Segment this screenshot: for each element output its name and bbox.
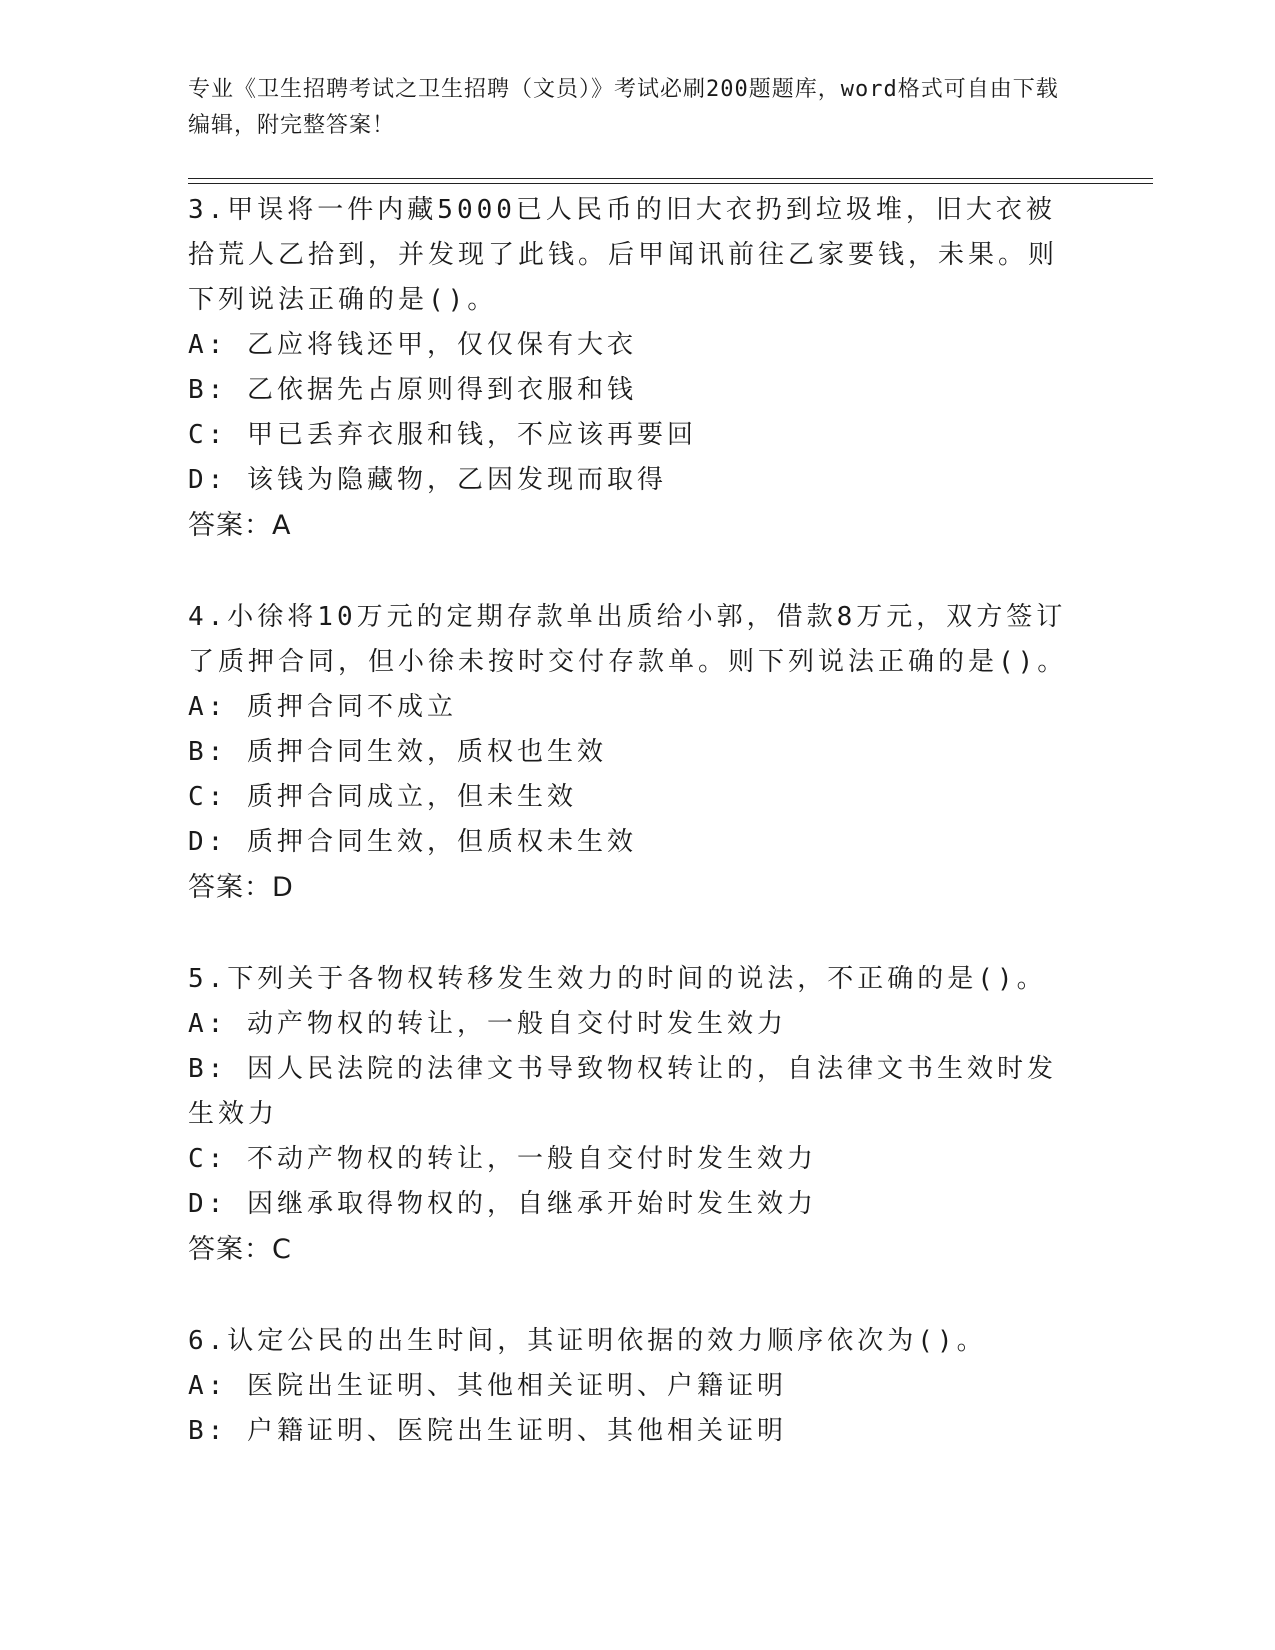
option-c: C: 不动产物权的转让，一般自交付时发生效力 — [188, 1144, 817, 1174]
option-a: A: 动产物权的转让，一般自交付时发生效力 — [188, 1009, 787, 1039]
question-list — [188, 188, 1073, 1500]
answer-label: 答案：A — [188, 510, 292, 541]
option-c: C: 甲已丢弃衣服和钱，不应该再要回 — [188, 420, 697, 450]
question-stem: 3.甲误将一件内藏5000已人民币的旧大衣扔到垃圾堆，旧大衣被拾荒人乙拾到，并发现了此钱。后甲闻讯前往乙家要钱，未果。则下列说法正确的是()。 — [188, 195, 1059, 315]
option-d: D: 该钱为隐藏物，乙因发现而取得 — [188, 465, 667, 495]
header-divider-top — [188, 178, 1153, 179]
option-d: D: 因继承取得物权的，自继承开始时发生效力 — [188, 1189, 817, 1219]
option-b: B: 质押合同生效，质权也生效 — [188, 737, 607, 767]
option-b: B: 乙依据先占原则得到衣服和钱 — [188, 375, 637, 405]
question-stem: 6.认定公民的出生时间，其证明依据的效力顺序依次为()。 — [188, 1326, 987, 1356]
question-3 — [188, 188, 1073, 549]
option-d: D: 质押合同生效，但质权未生效 — [188, 827, 637, 857]
question-5 — [188, 957, 1073, 1273]
header-divider-bottom — [188, 183, 1153, 184]
option-a: A: 医院出生证明、其他相关证明、户籍证明 — [188, 1371, 787, 1401]
question-stem: 5.下列关于各物权转移发生效力的时间的说法，不正确的是()。 — [188, 964, 1047, 994]
question-4 — [188, 595, 1073, 911]
option-a: A: 乙应将钱还甲，仅仅保有大衣 — [188, 330, 637, 360]
document-header: 专业《卫生招聘考试之卫生招聘（文员）》考试必刷200题题库，word格式可自由下载编辑，附完整答案！ — [188, 77, 1059, 138]
question-6 — [188, 1319, 1073, 1454]
option-b: B: 因人民法院的法律文书导致物权转让的，自法律文书生效时发生效力 — [188, 1054, 1057, 1129]
question-stem: 4.小徐将10万元的定期存款单出质给小郭，借款8万元，双方签订了质押合同，但小徐未按时交付存款单。则下列说法正确的是()。 — [188, 602, 1068, 677]
option-a: A: 质押合同不成立 — [188, 692, 457, 722]
answer-label: 答案：C — [188, 1234, 292, 1265]
answer-label: 答案：D — [188, 872, 294, 903]
option-b: B: 户籍证明、医院出生证明、其他相关证明 — [188, 1416, 787, 1446]
option-c: C: 质押合同成立，但未生效 — [188, 782, 577, 812]
